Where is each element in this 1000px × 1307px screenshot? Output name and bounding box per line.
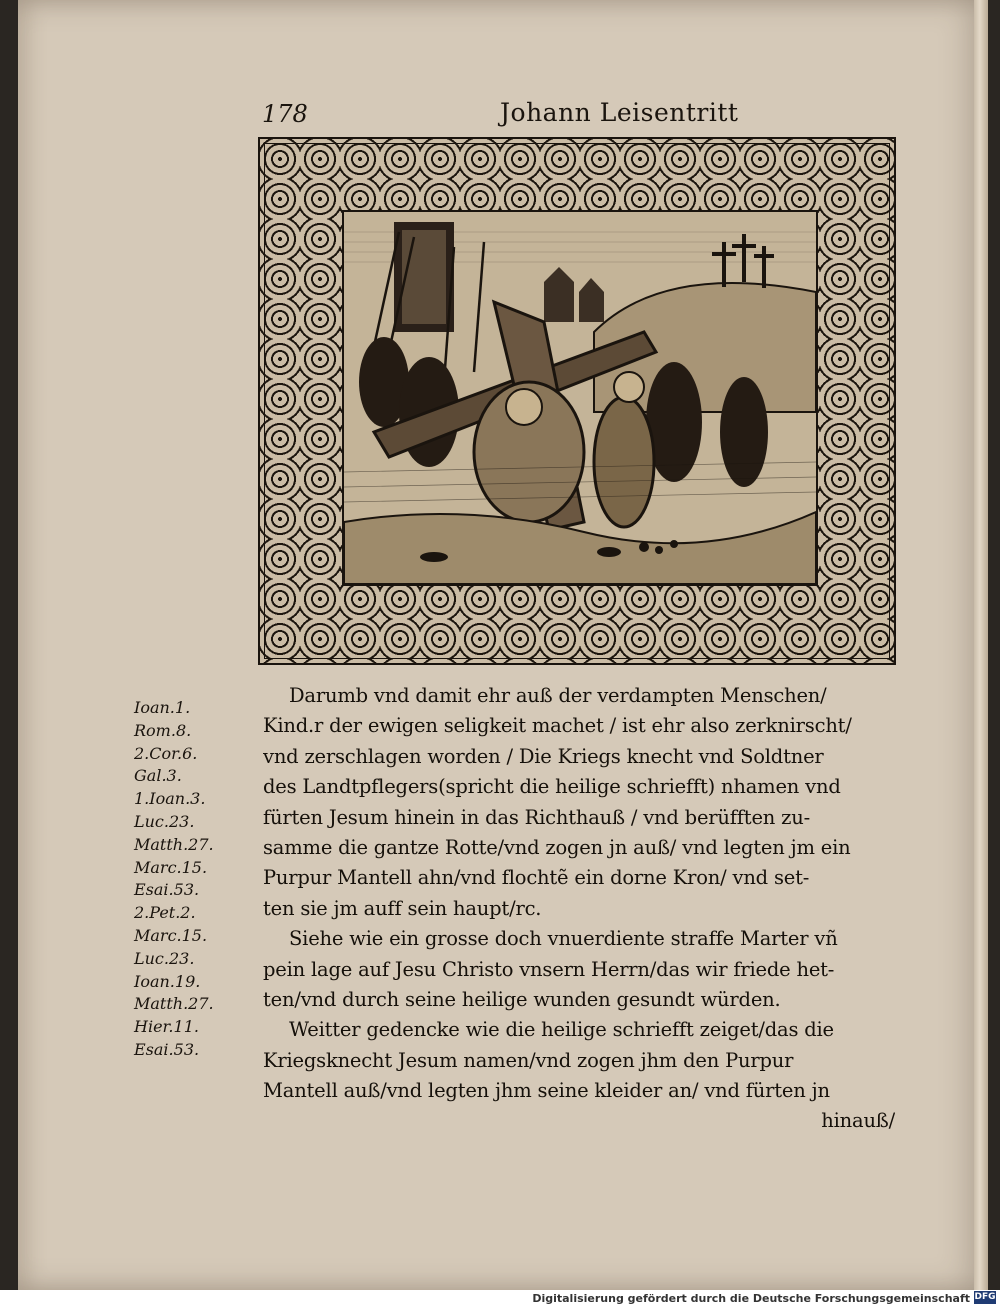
text-line: Kind.r der ewigen seligkeit machet / ist ehr also zerknirscht/ bbox=[263, 714, 852, 738]
margin-references bbox=[134, 697, 254, 1062]
text-line: fürten Jesum hinein in das Richthauß / vnd berüfften zu- bbox=[263, 805, 810, 829]
text-line: ten sie jm auff sein haupt/rc. bbox=[263, 896, 542, 920]
text-line: Mantell auß/vnd legten jhm seine kleider an/ vnd fürten jn bbox=[263, 1079, 830, 1103]
text-line: samme die gantze Rotte/vnd zogen jn auß/ vnd legten jm ein bbox=[263, 835, 851, 859]
margin-reference: Esai.53. bbox=[134, 1039, 200, 1059]
text-line: Darumb vnd damit ehr auß der verdampten Menschen/ bbox=[289, 684, 827, 707]
margin-reference: 2.Cor.6. bbox=[134, 743, 198, 763]
margin-reference: Esai.53. bbox=[134, 880, 200, 900]
margin-reference: Rom.8. bbox=[134, 720, 192, 740]
margin-reference: Luc.23. bbox=[134, 948, 195, 968]
text-line: Siehe wie ein grosse doch vnuerdiente straffe Marter vñ bbox=[289, 927, 838, 951]
margin-reference: Hier.11. bbox=[134, 1017, 199, 1037]
text-line: des Landtpflegers(spricht die heilige schriefft) nhamen vnd bbox=[263, 775, 841, 799]
page-number: 178 bbox=[262, 100, 308, 128]
text-line: Purpur Mantell ahn/vnd flochtẽ ein dorne Kron/ vnd set- bbox=[263, 866, 810, 890]
margin-reference: Ioan.1. bbox=[134, 698, 191, 717]
funding-credit: Digitalisierung gefördert durch die Deutsche Forschungsgemeinschaft bbox=[532, 1292, 970, 1305]
body-text bbox=[263, 681, 895, 1137]
margin-reference: Luc.23. bbox=[134, 811, 195, 831]
margin-reference: Matth.27. bbox=[134, 994, 214, 1014]
text-line: pein lage auf Jesu Christo vnsern Herrn/das wir friede het- bbox=[263, 957, 835, 981]
woodcut-illustration bbox=[342, 210, 818, 586]
text-line: vnd zerschlagen worden / Die Kriegs knecht vnd Soldtner bbox=[263, 744, 824, 768]
text-line: Weitter gedencke wie die heilige schriefft zeiget/das die bbox=[289, 1018, 834, 1042]
margin-reference: Ioan.19. bbox=[134, 971, 201, 991]
dfg-logo-icon: DFG bbox=[974, 1292, 996, 1302]
catchword: hinauß/ bbox=[821, 1109, 895, 1133]
text-line: Kriegsknecht Jesum namen/vnd zogen jhm den Purpur bbox=[263, 1048, 794, 1072]
page-edge bbox=[974, 0, 988, 1290]
margin-reference: Gal.3. bbox=[134, 766, 182, 786]
running-head: Johann Leisentritt bbox=[500, 98, 739, 127]
margin-reference: Marc.15. bbox=[134, 857, 208, 877]
margin-reference: Matth.27. bbox=[134, 834, 214, 854]
margin-reference: 1.Ioan.3. bbox=[134, 789, 206, 809]
margin-reference: Marc.15. bbox=[134, 925, 208, 945]
text-line: ten/vnd durch seine heilige wunden gesundt würden. bbox=[263, 987, 781, 1011]
margin-reference: 2.Pet.2. bbox=[134, 903, 196, 923]
woodcut-christ-carrying-cross-icon bbox=[344, 212, 816, 584]
